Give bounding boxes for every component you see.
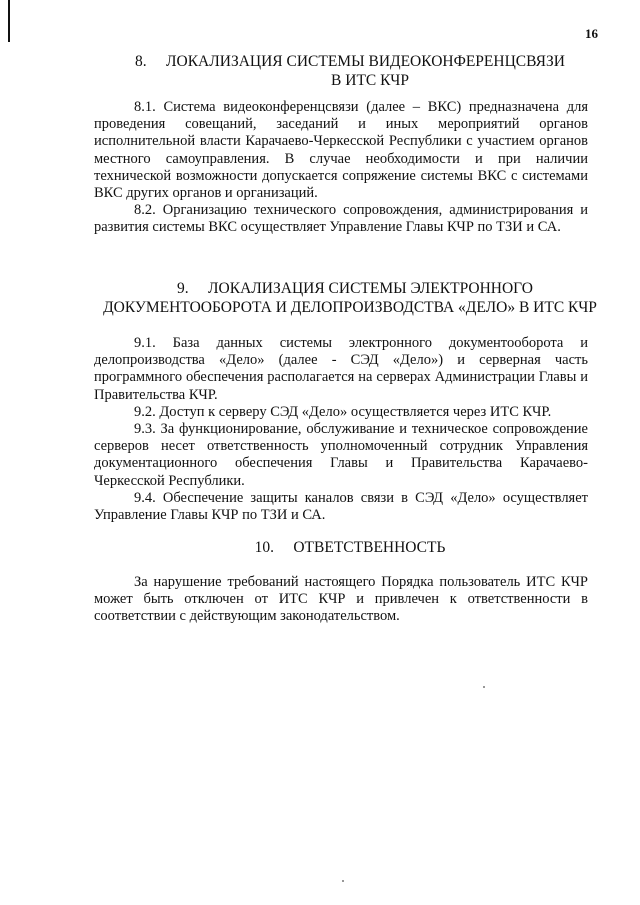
paragraph-8-1: 8.1. Система видеоконференцсвязи (далее – ВКС) предназначена для проведения совещаний, заседаний и иных мероприятий органов исполнительной власти Карачаево-Черкесской Республики с участием органов местного самоуправления. В случае необходимости и при наличии технической возможности допускается сопряжение системы ВКС с системами ВКС других органов и организаций.	[94, 99, 588, 202]
paragraph-10: За нарушение требований настоящего Порядка пользователь ИТС КЧР может быть отключен от ИТС КЧР и привлечен к ответственности в соответствии с действующим законодательством.	[94, 574, 588, 625]
paragraph-9-3: 9.3. За функционирование, обслуживание и техническое сопровождение серверов несет ответственность уполномоченный сотрудник Управления документационного обеспечения Главы и Правительства Карачаево-Черкесской Республики.	[94, 421, 588, 489]
section-9-heading	[70, 279, 630, 317]
section-8-heading-line-2: В ИТС КЧР	[331, 72, 409, 89]
section-9-heading-line-1: 9. ЛОКАЛИЗАЦИЯ СИСТЕМЫ ЭЛЕКТРОННОГО	[177, 280, 533, 297]
section-8-heading	[100, 52, 600, 90]
scan-speck	[483, 686, 485, 688]
section-8-body	[94, 99, 588, 237]
scan-speck	[342, 880, 344, 882]
section-8-heading-line-1: 8. ЛОКАЛИЗАЦИЯ СИСТЕМЫ ВИДЕОКОНФЕРЕНЦСВЯЗИ	[135, 53, 565, 70]
paragraph-9-1: 9.1. База данных системы электронного документооборота и делопроизводства «Дело» (далее - СЭД «Дело») и серверная часть программного обеспечения располагается на серверах Администрации Главы и Правительства КЧР.	[94, 335, 588, 403]
paragraph-8-2: 8.2. Организацию технического сопровождения, администрирования и развития системы ВКС осуществляет Управление Главы КЧР по ТЗИ и СА.	[94, 202, 588, 236]
paragraph-9-4: 9.4. Обеспечение защиты каналов связи в СЭД «Дело» осуществляет Управление Главы КЧР по ТЗИ и СА.	[94, 489, 588, 524]
paragraph-9-2: 9.2. Доступ к серверу СЭД «Дело» осуществляется через ИТС КЧР.	[134, 403, 552, 420]
section-9-heading-line-2: ДОКУМЕНТООБОРОТА И ДЕЛОПРОИЗВОДСТВА «ДЕЛО» В ИТС КЧР	[103, 299, 597, 316]
page-number: 16	[585, 26, 598, 41]
section-10-heading: 10. ОТВЕТСТВЕННОСТЬ	[254, 539, 446, 556]
margin-line	[8, 0, 10, 42]
section-10-body	[94, 574, 588, 626]
section-9-body	[94, 335, 588, 524]
